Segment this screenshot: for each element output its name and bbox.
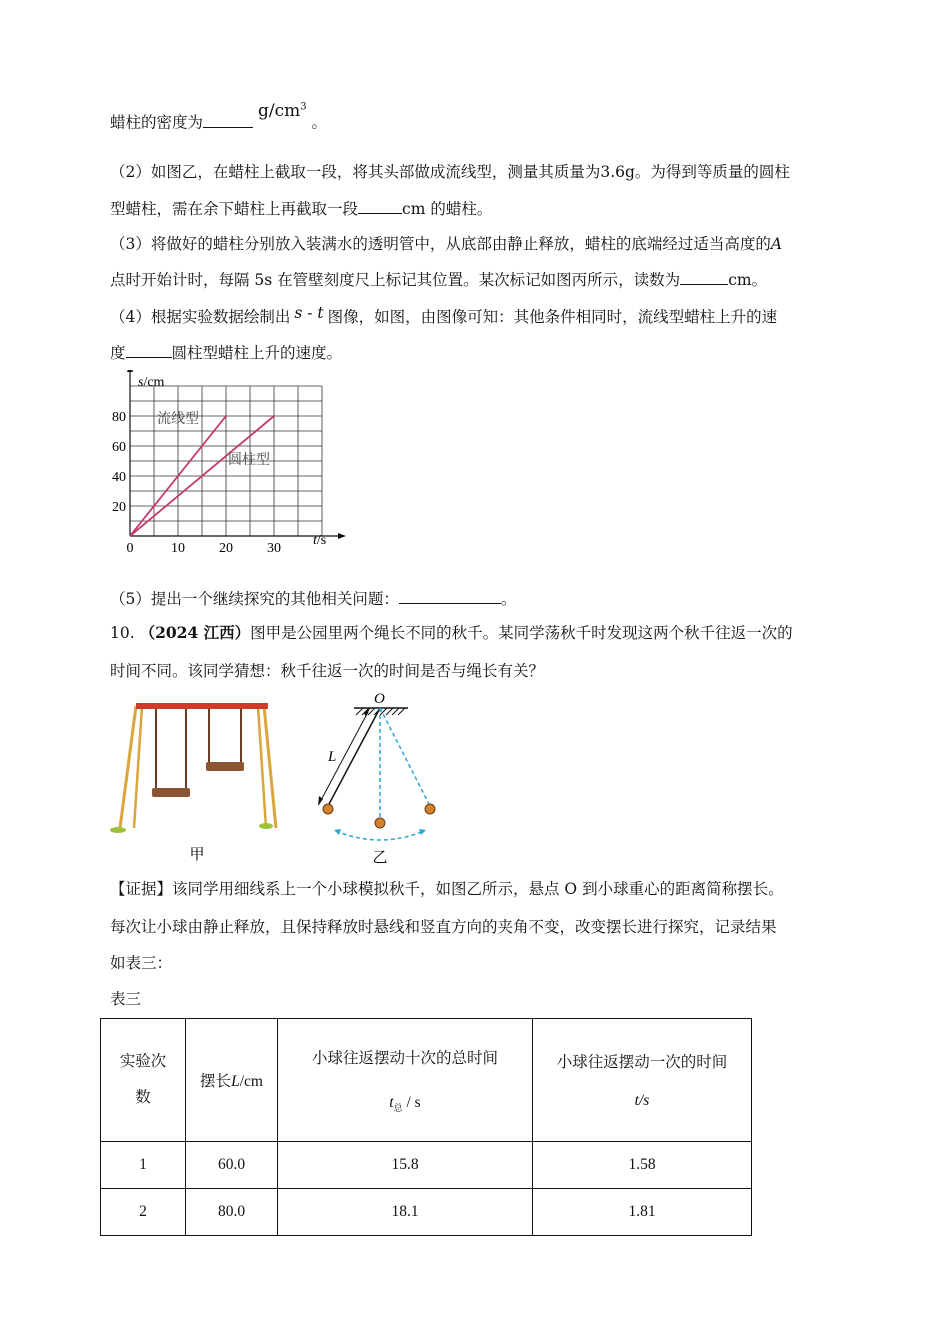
table-row [101,1142,752,1189]
q9-part4-line1: （4）根据实验数据绘制出 s - t 图像，如图，由图像可知：其他条件相同时，流线型蜡柱上升的速 [110,304,778,326]
length-label: L [328,749,337,765]
cell-single-time: 1.58 [533,1142,752,1189]
suspension-point-label: O [374,691,385,707]
answer-blank-length[interactable] [358,213,402,214]
answer-blank-question[interactable] [399,603,501,604]
q10-line2: 时间不同。该同学猜想：秋千往返一次的时间是否与绳长有关？ [110,662,545,680]
y-tick-label: 80 [112,410,126,425]
x-axis-label: t/s [313,533,327,548]
cell-length: 60.0 [186,1142,278,1189]
cell-total-time: 18.1 [278,1189,533,1236]
q9-part2-line2: 型蜡柱，需在余下蜡柱上再截取一段 cm 的蜡柱。 [110,200,493,218]
table-title: 表三 [110,990,142,1008]
cell-trial: 1 [101,1142,186,1189]
q9-part2-line1: （2）如图乙，在蜡柱上截取一段，将其头部做成流线型，测量其质量为3.6g。为得到等质量的圆柱 [110,163,790,181]
q9-part3-line2: 点时开始计时，每隔 5s 在管壁刻度尺上标记其位置。某次标记如图丙所示，读数为 cm。 [110,271,768,289]
table-header-row [101,1019,752,1142]
x-tick-label: 20 [219,541,233,556]
answer-blank-reading[interactable] [680,284,728,285]
figure-jia-label: 甲 [189,847,205,863]
density-text: 蜡柱的密度为 [110,113,204,132]
y-tick-label: 20 [112,500,126,515]
q10-line1: 10. （2024 江西）图甲是公园里两个绳长不同的秋千。某同学荡秋千时发现这两个秋千往返一次的 [110,623,793,642]
series-label-cylinder: 圆柱型 [228,453,270,468]
header-total-time: 小球往返摆动十次的总时间 $t_总$ / s [278,1019,533,1142]
header-trial: 实验次 数 [101,1019,186,1142]
cell-trial: 2 [101,1189,186,1236]
cell-single-time: 1.81 [533,1189,752,1236]
evidence-line3: 如表三： [110,954,173,972]
table-row [101,1189,752,1236]
density-unit: $g/cm^3$ [257,100,307,121]
x-tick-label: 0 [126,541,134,556]
figure-yi-label: 乙 [372,850,388,866]
results-table [100,1018,752,1236]
q9-part5: （5）提出一个继续探究的其他相关问题： 。 [110,590,517,608]
answer-blank-density[interactable] [203,127,253,128]
evidence-line1: 【证据】该同学用细线系上一个小球模拟秋千，如图乙所示，悬点 O 到小球重心的距离简称摆长。 [110,880,784,898]
density-line: 蜡柱的密度为 $g/cm^3$ 。 [110,100,328,132]
cell-length: 80.0 [186,1189,278,1236]
x-tick-label: 30 [267,541,281,556]
y-axis-label: s/cm [138,375,165,390]
question-number: 10. [110,624,135,642]
chart-grid [130,386,322,536]
y-tick-label: 40 [112,470,126,485]
y-tick-label: 60 [112,440,126,455]
x-axis-arrow [338,533,346,539]
q9-part3-line1: （3）将做好的蜡柱分别放入装满水的透明管中，从底部由静止释放，蜡柱的底端经过适当高度的A [110,235,783,253]
question-source: （2024 江西） [139,623,251,642]
header-length: 摆长L/cm [186,1019,278,1142]
pendulum-figure [308,686,458,866]
y-axis-arrow [127,370,133,372]
answer-blank-speed[interactable] [126,357,172,358]
swing-figure [108,696,288,866]
cell-total-time: 15.8 [278,1142,533,1189]
x-tick-label: 10 [171,541,185,556]
evidence-line2: 每次让小球由静止释放，且保持释放时悬线和竖直方向的夹角不变，改变摆长进行探究，记录结果 [110,918,777,936]
series-label-streamline: 流线型 [157,412,199,427]
s-t-chart [100,370,350,560]
q9-part4-line2: 度 圆柱型蜡柱上升的速度。 [110,344,343,362]
header-single-time: 小球往返摆动一次的时间 t/s [533,1019,752,1142]
